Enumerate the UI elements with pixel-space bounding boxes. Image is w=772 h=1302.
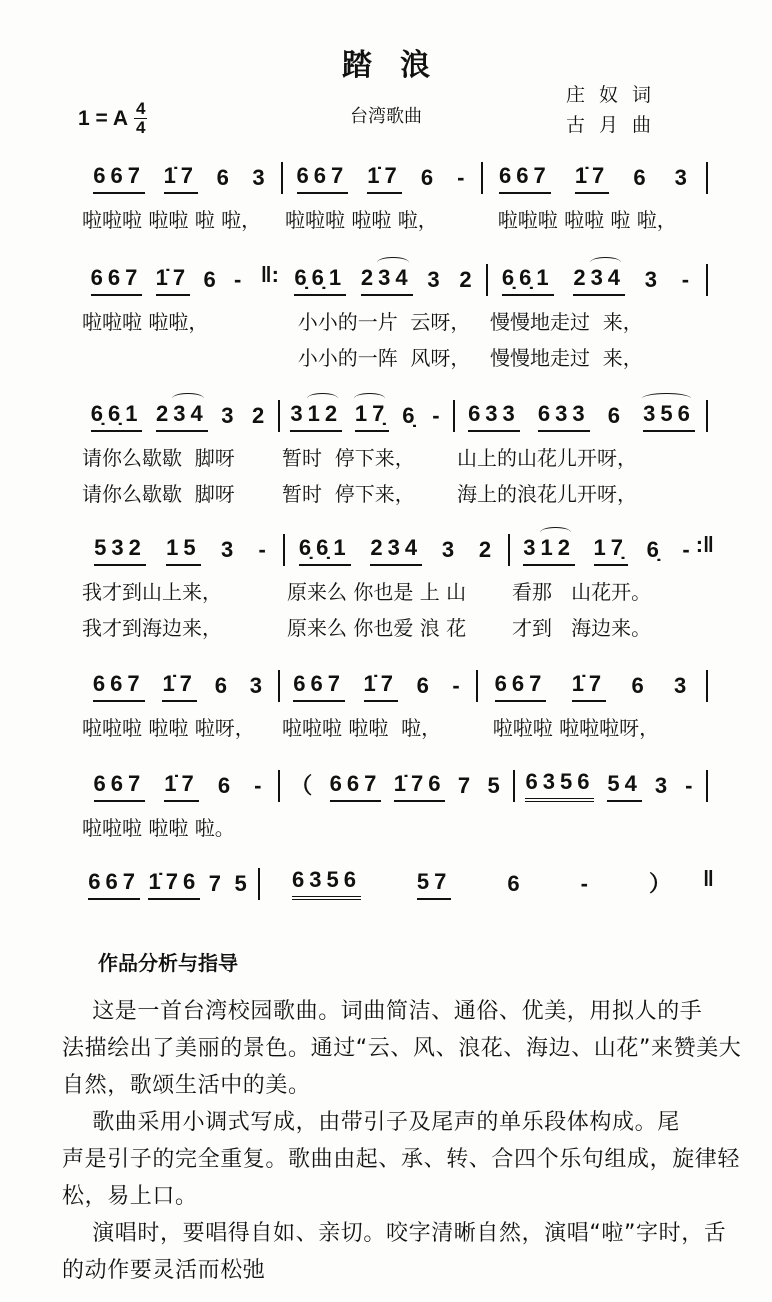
measure bbox=[80, 398, 280, 432]
note-group: 3 bbox=[674, 165, 692, 190]
note-group: 3 bbox=[427, 267, 445, 292]
lyric-line bbox=[80, 204, 708, 233]
note-group: 2 bbox=[478, 537, 497, 562]
lyric-segment: 暂时 停下来， bbox=[282, 482, 415, 506]
score-system bbox=[80, 532, 714, 566]
note-group: 234 bbox=[361, 265, 413, 296]
note-group: - bbox=[580, 871, 593, 896]
measure bbox=[80, 768, 280, 802]
lyric-segment: 暂时 停下来， bbox=[282, 446, 415, 470]
measure bbox=[260, 866, 714, 900]
measure bbox=[80, 160, 283, 194]
barline bbox=[706, 770, 708, 802]
slur-tie: 12 bbox=[307, 401, 343, 426]
time-signature-bottom: 4 bbox=[136, 118, 146, 137]
measure bbox=[283, 160, 483, 194]
lyric-line bbox=[80, 576, 708, 605]
note-group: ） bbox=[648, 871, 676, 896]
paragraph-line: 自然，歌颂生活中的美。 bbox=[62, 1073, 311, 1098]
measure bbox=[280, 668, 478, 702]
note-group: 667 bbox=[297, 163, 349, 194]
lyric-line bbox=[80, 612, 708, 641]
slur-tie: 17̣ bbox=[354, 401, 390, 426]
note-group: 667 bbox=[330, 771, 382, 802]
lyric-segment bbox=[515, 812, 708, 841]
measure bbox=[80, 262, 283, 296]
lyric-segment: 小小的一片 云呀， bbox=[285, 310, 471, 334]
note-group: 6 bbox=[631, 673, 649, 698]
barline bbox=[706, 162, 708, 194]
slur-tie: 12 bbox=[540, 535, 575, 560]
score-system bbox=[80, 866, 714, 900]
note-group: 6 bbox=[203, 267, 221, 292]
song-title: 踏浪 bbox=[342, 48, 458, 83]
barline-final: ‖ bbox=[703, 866, 714, 891]
note-group: 6̣6̣1 bbox=[502, 265, 554, 296]
note-group: 7 bbox=[208, 871, 226, 896]
score-system bbox=[80, 768, 708, 802]
slur-tie: 34 bbox=[378, 265, 413, 290]
note-group: 6̣ bbox=[402, 403, 420, 428]
lyric-segment: 原来么 你也爱 浪 花 bbox=[287, 616, 467, 640]
note-group: 3 bbox=[674, 673, 692, 698]
paragraph-line: 这是一首台湾校园歌曲。词曲简洁、通俗、优美，用拟人的手 bbox=[62, 999, 703, 1024]
lyric-segment: 我才到海边来， bbox=[82, 616, 222, 640]
measure bbox=[455, 398, 708, 432]
lyric-segment: 请你么歇歇 脚呀 bbox=[82, 446, 235, 470]
paragraph-line: 法描绘出了美丽的景色。通过“云、风、浪花、海边、山花”来赞美大 bbox=[62, 1036, 742, 1061]
note-group: 57 bbox=[417, 869, 451, 900]
barline bbox=[706, 264, 708, 296]
note-group: 667 bbox=[499, 163, 551, 194]
lyric-segment: 慢慢地走过 来， bbox=[490, 346, 643, 370]
note-group: - bbox=[681, 267, 695, 292]
measure bbox=[478, 668, 708, 702]
lyric-line bbox=[80, 306, 708, 335]
note-group: 667 bbox=[93, 671, 145, 702]
note-group: 6 bbox=[214, 673, 232, 698]
note-group: 6 bbox=[416, 673, 434, 698]
note-group: 15 bbox=[166, 535, 200, 566]
note-group: 3 bbox=[654, 773, 673, 798]
lyric-line bbox=[80, 712, 708, 741]
lyricist-credit: 庄奴词 bbox=[566, 84, 666, 106]
measure bbox=[80, 668, 280, 702]
note-group: 667 bbox=[94, 771, 146, 802]
lyric-segment bbox=[80, 342, 283, 371]
measure bbox=[280, 768, 515, 802]
note-group: 6 bbox=[633, 165, 651, 190]
note-group: 6̣6̣1 bbox=[294, 265, 346, 296]
measure bbox=[483, 160, 708, 194]
barline-repeat-start: ‖: bbox=[260, 262, 279, 287]
note-group: 532 bbox=[94, 535, 146, 566]
score-system bbox=[80, 398, 708, 432]
barline-repeat-end: :‖ bbox=[695, 532, 714, 557]
note-group: 234 bbox=[370, 535, 422, 566]
note-group: 667 bbox=[91, 265, 143, 296]
lyric-segment bbox=[280, 812, 515, 841]
measure bbox=[80, 532, 285, 566]
lyric-segment: 啦啦啦 啦啦 啦。 bbox=[82, 816, 235, 840]
slur-tie: 34 bbox=[590, 265, 626, 290]
analysis-body bbox=[62, 993, 742, 1289]
note-group: 5 bbox=[487, 773, 505, 798]
lyric-segment: 慢慢地走过 来， bbox=[490, 310, 643, 334]
note-group: 6 bbox=[607, 403, 626, 428]
lyric-segment: 啦啦啦 啦啦 啦， bbox=[285, 208, 438, 232]
note-group: 3 bbox=[220, 537, 239, 562]
lyric-segment: 原来么 你也是 上 山 bbox=[287, 580, 467, 604]
note-group: 6̣ bbox=[646, 537, 664, 562]
note-group: 6̣6̣1 bbox=[299, 535, 351, 566]
note-group: 6 bbox=[507, 871, 525, 896]
note-group: 667 bbox=[88, 869, 140, 900]
paragraph-line: 松，易上口。 bbox=[62, 1184, 198, 1209]
note-group: 3 bbox=[441, 537, 460, 562]
lyric-segment: 请你么歇歇 脚呀 bbox=[82, 482, 235, 506]
note-group: 633 bbox=[468, 401, 520, 432]
paragraph-line: 声是引子的完全重复。歌曲由起、承、转、合四个乐句组成，旋律轻 bbox=[62, 1147, 741, 1172]
note-group bbox=[643, 401, 695, 432]
note-group: 3 bbox=[644, 267, 663, 292]
note-group: 633 bbox=[538, 401, 590, 432]
note-group: 1̇76 bbox=[148, 869, 200, 900]
score-system bbox=[80, 160, 708, 194]
note-group: 7 bbox=[457, 773, 476, 798]
lyric-segment: 看那 山花开。 bbox=[512, 580, 652, 604]
song-genre: 台湾歌曲 bbox=[350, 106, 422, 127]
paragraph-line: 演唱时，要唱得自如、亲切。咬字清晰自然，演唱“啦”字时，舌 bbox=[62, 1221, 727, 1246]
lyric-segment: 啦啦啦 啦啦 啦 啦， bbox=[485, 208, 677, 232]
note-group: 667 bbox=[93, 163, 145, 194]
score-system bbox=[80, 262, 708, 296]
note-group: 6 bbox=[216, 165, 234, 190]
note-group: 1̇7 bbox=[164, 163, 198, 194]
note-group: 54 bbox=[607, 771, 641, 802]
note-group: 234 bbox=[573, 265, 625, 296]
note-group: 667 bbox=[495, 671, 547, 702]
note-group: 1̇7 bbox=[367, 163, 401, 194]
note-group: 6 bbox=[420, 165, 439, 190]
note-group: 17̣ bbox=[594, 535, 628, 566]
paragraph-line: 歌曲采用小调式写成，由带引子及尾声的单乐段体构成。尾 bbox=[62, 1110, 680, 1135]
note-group: - bbox=[685, 773, 698, 798]
measure bbox=[80, 866, 260, 900]
lyric-line bbox=[80, 342, 708, 371]
score-system bbox=[80, 668, 708, 702]
barline bbox=[706, 400, 708, 432]
note-group: 312 bbox=[523, 535, 575, 566]
note-group: - bbox=[258, 537, 271, 562]
lyric-segment: 啦啦啦 啦啦， bbox=[82, 310, 209, 334]
composer-credit: 古月曲 bbox=[566, 114, 666, 136]
note-group: - bbox=[233, 267, 247, 292]
time-signature-top: 4 bbox=[136, 99, 146, 118]
note-group: - bbox=[682, 537, 695, 562]
barline bbox=[706, 670, 708, 702]
note-group: - bbox=[254, 773, 267, 798]
lyric-line bbox=[80, 442, 708, 471]
note-group: 234 bbox=[156, 401, 208, 432]
note-group: 1̇7 bbox=[364, 671, 398, 702]
lyric-line bbox=[80, 478, 708, 507]
slur-tie: 34 bbox=[173, 401, 208, 426]
note-group: - bbox=[432, 403, 445, 428]
note-group: 6356 bbox=[292, 867, 361, 900]
measure bbox=[488, 262, 708, 296]
note-group: 312 bbox=[290, 401, 342, 432]
measure bbox=[280, 398, 455, 432]
measure bbox=[285, 532, 510, 566]
lyric-segment: 山上的山花儿开呀， bbox=[457, 446, 637, 470]
lyric-segment: 啦啦啦 啦啦啦呀， bbox=[480, 716, 660, 740]
measure bbox=[283, 262, 488, 296]
lyric-segment: 啦啦啦 啦啦 啦 啦， bbox=[82, 208, 262, 232]
note-group: 1̇7 bbox=[162, 671, 196, 702]
note-group: 1̇7 bbox=[164, 771, 198, 802]
lyric-segment: 我才到山上来， bbox=[82, 580, 222, 604]
slur-tie: 356 bbox=[643, 401, 695, 426]
analysis-heading: 作品分析与指导 bbox=[98, 951, 238, 975]
note-group: 2 bbox=[251, 403, 270, 428]
note-group: 1̇7 bbox=[156, 265, 190, 296]
note-group: 3 bbox=[249, 673, 268, 698]
key-label: 1 = A bbox=[78, 106, 128, 130]
lyric-segment: 海上的浪花儿开呀， bbox=[457, 482, 637, 506]
note-group: 2 bbox=[459, 267, 477, 292]
note-group: - bbox=[457, 165, 470, 190]
note-group: 1̇7 bbox=[572, 671, 606, 702]
measure bbox=[515, 768, 708, 802]
note-group bbox=[355, 401, 389, 432]
note-group: 1̇7 bbox=[575, 163, 609, 194]
lyric-segment: 啦啦啦 啦啦 啦呀， bbox=[82, 716, 255, 740]
lyric-segment: 啦啦啦 啦啦 啦， bbox=[282, 716, 442, 740]
note-group: - bbox=[452, 673, 465, 698]
note-group: 3 bbox=[221, 403, 239, 428]
paragraph-line: 的动作要灵活而松弛 bbox=[62, 1258, 266, 1283]
lyric-line bbox=[80, 812, 708, 841]
note-group: （ bbox=[290, 773, 318, 798]
lyric-segment: 小小的一阵 风呀， bbox=[285, 346, 471, 370]
measure bbox=[510, 532, 714, 566]
note-group: 3 bbox=[252, 165, 270, 190]
note-group: 6 bbox=[217, 773, 236, 798]
note-group: 667 bbox=[293, 671, 345, 702]
note-group: 5 bbox=[234, 871, 252, 896]
lyric-segment: 才到 海边来。 bbox=[512, 616, 652, 640]
note-group: 1̇76 bbox=[394, 771, 446, 802]
note-group: 6356 bbox=[525, 769, 594, 802]
note-group: 6̣6̣1 bbox=[91, 401, 143, 432]
